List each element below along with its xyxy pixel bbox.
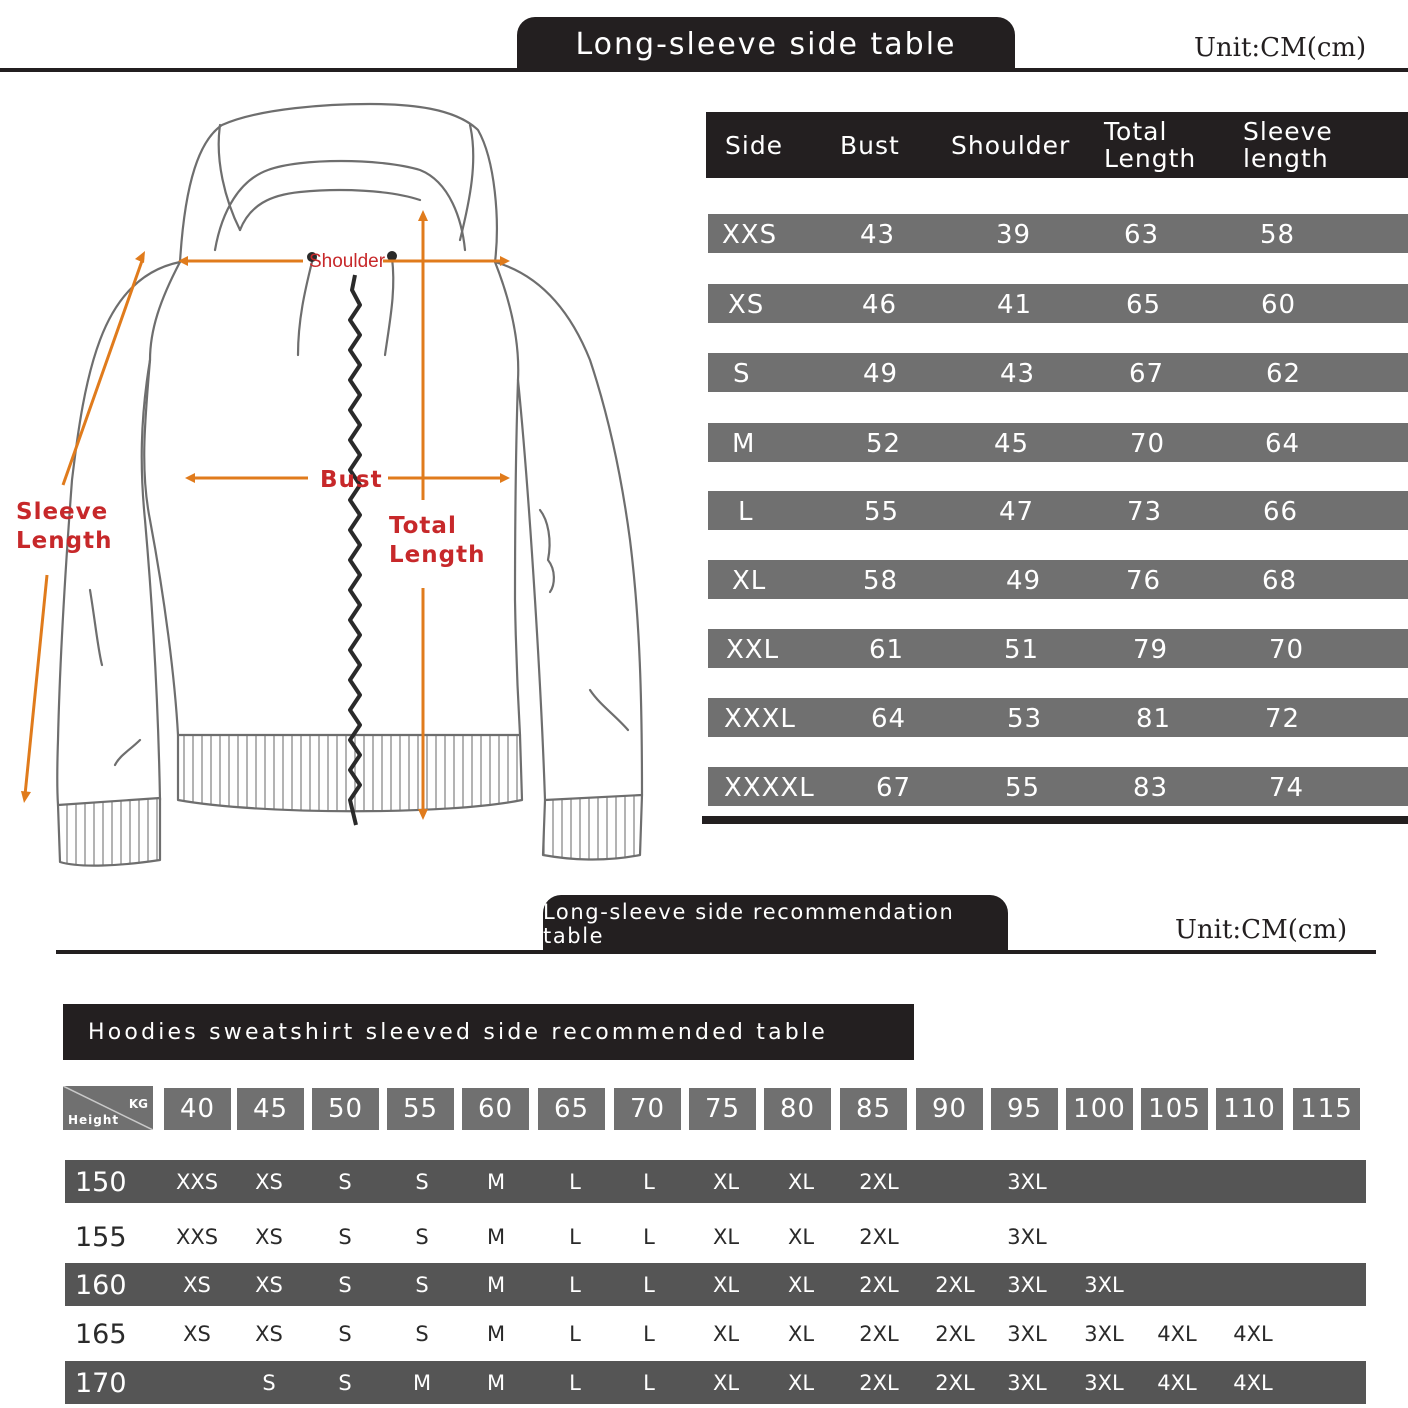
size-table-title: Long-sleeve side table	[575, 26, 957, 62]
shoulder-cell: 55	[1005, 773, 1041, 803]
recommendation-table-title	[63, 1004, 914, 1060]
weight-header-cell: 65	[538, 1088, 605, 1130]
size-recommendation-cell: 3XL	[1084, 1322, 1124, 1346]
size-recommendation-cell: L	[643, 1170, 655, 1194]
size-table-title-tab	[517, 17, 1015, 71]
size-recommendation-cell: M	[486, 1170, 506, 1194]
height-cell: 155	[75, 1222, 127, 1253]
size-recommendation-cell	[1215, 1160, 1291, 1203]
sleeve-length-cell: 62	[1266, 359, 1302, 389]
size-cell: XL	[732, 566, 767, 596]
size-recommendation-cell	[917, 1215, 993, 1258]
bust-cell: 46	[862, 290, 898, 320]
size-recommendation-cell: XS	[255, 1273, 283, 1297]
sleeve-length-cell: 58	[1260, 220, 1296, 250]
size-recommendation-cell: L	[569, 1170, 581, 1194]
size-recommendation-cell: S	[338, 1371, 352, 1395]
size-recommendation-cell: L	[569, 1371, 581, 1395]
size-recommendation-cell: XL	[712, 1322, 740, 1346]
sleeve-length-cell: 66	[1263, 497, 1299, 527]
bust-label: Bust	[320, 467, 383, 493]
size-recommendation-cell	[1290, 1215, 1366, 1258]
weight-header-cell: 75	[689, 1088, 756, 1130]
table-row	[708, 214, 1408, 253]
size-recommendation-cell: L	[569, 1273, 581, 1297]
size-recommendation-cell: 2XL	[859, 1170, 899, 1194]
size-cell: XXS	[722, 220, 778, 250]
weight-header-cell: 55	[387, 1088, 454, 1130]
size-recommendation-cell	[1139, 1215, 1215, 1258]
table-row	[708, 560, 1408, 599]
size-table-bottom-rule	[702, 816, 1408, 824]
size-recommendation-cell: 3XL	[1007, 1225, 1047, 1249]
table-row	[708, 491, 1408, 530]
weight-header-cell: 40	[164, 1088, 231, 1130]
weight-header-cell: 95	[991, 1088, 1058, 1130]
weight-header-cell: 110	[1216, 1088, 1283, 1130]
size-recommendation-cell: 3XL	[1084, 1371, 1124, 1395]
size-recommendation-cell: XL	[712, 1371, 740, 1395]
height-cell: 165	[75, 1319, 127, 1350]
shoulder-cell: 49	[1006, 566, 1042, 596]
total-length-cell: 73	[1127, 497, 1163, 527]
size-recommendation-cell: L	[643, 1273, 655, 1297]
total-length-cell: 63	[1124, 220, 1160, 250]
table-row	[708, 767, 1408, 806]
size-recommendation-cell: XS	[183, 1322, 211, 1346]
total-length-cell: 70	[1130, 429, 1166, 459]
size-recommendation-cell	[1139, 1263, 1215, 1306]
size-recommendation-cell: XXS	[175, 1170, 219, 1194]
size-recommendation-cell	[1290, 1312, 1366, 1355]
sleeve-length-cell: 60	[1261, 290, 1297, 320]
size-recommendation-cell: L	[643, 1371, 655, 1395]
size-recommendation-cell: 3XL	[1007, 1273, 1047, 1297]
shoulder-cell: 39	[996, 220, 1032, 250]
size-cell: XS	[728, 290, 765, 320]
size-recommendation-cell: 2XL	[859, 1273, 899, 1297]
sleeve-length-cell: 68	[1262, 566, 1298, 596]
size-recommendation-cell: 3XL	[1007, 1371, 1047, 1395]
recommendation-title: Long-sleeve side recommendation table	[543, 900, 955, 948]
total-length-cell: 83	[1133, 773, 1169, 803]
bust-cell: 58	[863, 566, 899, 596]
header-shoulder: Shoulder	[951, 130, 1071, 160]
size-recommendation-cell	[159, 1361, 235, 1404]
header-bust: Bust	[840, 130, 900, 160]
recommendation-table-title-text: Hoodies sweatshirt sleeved side recommended table	[88, 1019, 829, 1045]
weight-header-cell: 85	[840, 1088, 907, 1130]
size-recommendation-cell: XL	[787, 1170, 815, 1194]
weight-header-cell: 100	[1066, 1088, 1133, 1130]
size-recommendation-cell: XS	[255, 1170, 283, 1194]
shoulder-cell: 51	[1004, 635, 1040, 665]
size-recommendation-cell: 4XL	[1233, 1371, 1273, 1395]
height-cell: 150	[75, 1167, 127, 1198]
table-row	[65, 1312, 1366, 1355]
total-length-cell: 79	[1133, 635, 1169, 665]
shoulder-cell: 41	[997, 290, 1033, 320]
size-recommendation-cell: 3XL	[1084, 1273, 1124, 1297]
size-recommendation-cell: 4XL	[1157, 1322, 1197, 1346]
total-length-cell: 67	[1129, 359, 1165, 389]
shoulder-cell: 47	[999, 497, 1035, 527]
weight-header-cell: 50	[312, 1088, 379, 1130]
total-length-label: Total Length	[389, 513, 486, 568]
size-recommendation-cell	[1066, 1160, 1142, 1203]
size-recommendation-cell: M	[486, 1225, 506, 1249]
header-total-length: Total Length	[1104, 117, 1197, 173]
size-recommendation-cell: S	[338, 1170, 352, 1194]
size-recommendation-cell: S	[415, 1273, 429, 1297]
size-recommendation-cell: XS	[255, 1322, 283, 1346]
size-recommendation-cell: 2XL	[859, 1322, 899, 1346]
bust-cell: 55	[864, 497, 900, 527]
size-recommendation-cell	[1290, 1160, 1366, 1203]
size-cell: XXXL	[724, 704, 796, 734]
sleeve-length-cell: 70	[1269, 635, 1305, 665]
total-length-cell: 76	[1126, 566, 1162, 596]
size-recommendation-cell	[1066, 1215, 1142, 1258]
recommendation-title-tab	[543, 895, 1008, 953]
size-table-header	[706, 112, 1408, 178]
height-cell: 160	[75, 1270, 127, 1301]
size-cell: S	[733, 359, 751, 389]
shoulder-cell: 53	[1007, 704, 1043, 734]
size-recommendation-cell: L	[643, 1322, 655, 1346]
size-recommendation-cell: L	[569, 1225, 581, 1249]
sleeve-length-cell: 64	[1265, 429, 1301, 459]
size-recommendation-cell: XS	[255, 1225, 283, 1249]
size-recommendation-cell: XS	[183, 1273, 211, 1297]
size-recommendation-cell	[1215, 1215, 1291, 1258]
size-recommendation-cell: L	[569, 1322, 581, 1346]
size-recommendation-cell: L	[643, 1225, 655, 1249]
corner-height-label: Height	[68, 1113, 120, 1127]
size-recommendation-cell: S	[262, 1371, 276, 1395]
size-recommendation-cell	[1290, 1263, 1366, 1306]
bust-cell: 67	[876, 773, 912, 803]
size-recommendation-cell: S	[338, 1225, 352, 1249]
corner-kg-label: KG	[128, 1097, 148, 1111]
size-recommendation-cell: XL	[712, 1225, 740, 1249]
bust-cell: 64	[871, 704, 907, 734]
weight-header-cell: 105	[1141, 1088, 1208, 1130]
table-row	[65, 1160, 1366, 1203]
bust-cell: 52	[866, 429, 902, 459]
sleeve-length-label: Sleeve Length	[16, 499, 113, 554]
bust-cell: 61	[869, 635, 905, 665]
table-row	[65, 1263, 1366, 1306]
header-sleeve-length: Sleeve length	[1243, 117, 1333, 173]
size-recommendation-cell: XL	[712, 1273, 740, 1297]
size-recommendation-cell: M	[486, 1322, 506, 1346]
size-recommendation-cell: S	[415, 1170, 429, 1194]
section-divider-bottom	[56, 950, 1376, 954]
size-recommendation-cell: 4XL	[1157, 1371, 1197, 1395]
size-recommendation-cell: 2XL	[935, 1322, 975, 1346]
size-cell: M	[732, 429, 756, 459]
size-cell: L	[738, 497, 754, 527]
size-cell: XXXXL	[724, 773, 815, 803]
size-recommendation-cell	[1215, 1263, 1291, 1306]
size-recommendation-cell: XL	[787, 1225, 815, 1249]
size-recommendation-cell: 3XL	[1007, 1170, 1047, 1194]
shoulder-cell: 43	[1000, 359, 1036, 389]
size-recommendation-cell: S	[415, 1225, 429, 1249]
size-recommendation-cell: XL	[787, 1371, 815, 1395]
shoulder-cell: 45	[994, 429, 1030, 459]
height-cell: 170	[75, 1368, 127, 1399]
size-recommendation-cell: XL	[712, 1170, 740, 1194]
size-recommendation-cell: XL	[787, 1273, 815, 1297]
weight-header-cell: 80	[764, 1088, 831, 1130]
size-recommendation-cell	[1290, 1361, 1366, 1404]
table-row	[65, 1215, 1366, 1258]
total-length-cell: 81	[1136, 704, 1172, 734]
size-recommendation-cell: M	[486, 1273, 506, 1297]
bust-cell: 49	[863, 359, 899, 389]
size-recommendation-cell: 2XL	[859, 1371, 899, 1395]
size-recommendation-cell: M	[412, 1371, 432, 1395]
size-recommendation-cell: S	[338, 1273, 352, 1297]
table-row	[708, 353, 1408, 392]
size-recommendation-cell: 2XL	[859, 1225, 899, 1249]
total-length-cell: 65	[1126, 290, 1162, 320]
sleeve-length-cell: 74	[1269, 773, 1305, 803]
size-recommendation-cell: 2XL	[935, 1273, 975, 1297]
table-row	[65, 1361, 1366, 1404]
table-row	[708, 698, 1408, 737]
height-weight-corner	[63, 1086, 153, 1130]
header-side: Side	[725, 130, 784, 160]
section-divider-top	[0, 68, 1408, 72]
table-row	[708, 423, 1408, 462]
bust-cell: 43	[860, 220, 896, 250]
weight-header-cell: 60	[462, 1088, 529, 1130]
size-recommendation-cell	[917, 1160, 993, 1203]
size-recommendation-cell	[1139, 1160, 1215, 1203]
size-recommendation-cell: 3XL	[1007, 1322, 1047, 1346]
size-recommendation-cell: S	[415, 1322, 429, 1346]
size-recommendation-cell: M	[486, 1371, 506, 1395]
weight-header-cell: 90	[916, 1088, 983, 1130]
table-row	[708, 284, 1408, 323]
size-table-unit: Unit:CM(cm)	[1194, 33, 1367, 63]
size-recommendation-cell: S	[338, 1322, 352, 1346]
weight-header-cell: 70	[614, 1088, 681, 1130]
table-row	[708, 629, 1408, 668]
size-recommendation-cell: 2XL	[935, 1371, 975, 1395]
size-recommendation-cell: XL	[787, 1322, 815, 1346]
size-recommendation-cell: XXS	[175, 1225, 219, 1249]
size-cell: XXL	[726, 635, 780, 665]
recommendation-unit: Unit:CM(cm)	[1175, 915, 1348, 945]
size-recommendation-cell: 4XL	[1233, 1322, 1273, 1346]
weight-header-cell: 45	[237, 1088, 304, 1130]
weight-header-cell: 115	[1293, 1088, 1360, 1130]
sleeve-length-cell: 72	[1265, 704, 1301, 734]
shoulder-label: Shoulder	[309, 251, 386, 272]
